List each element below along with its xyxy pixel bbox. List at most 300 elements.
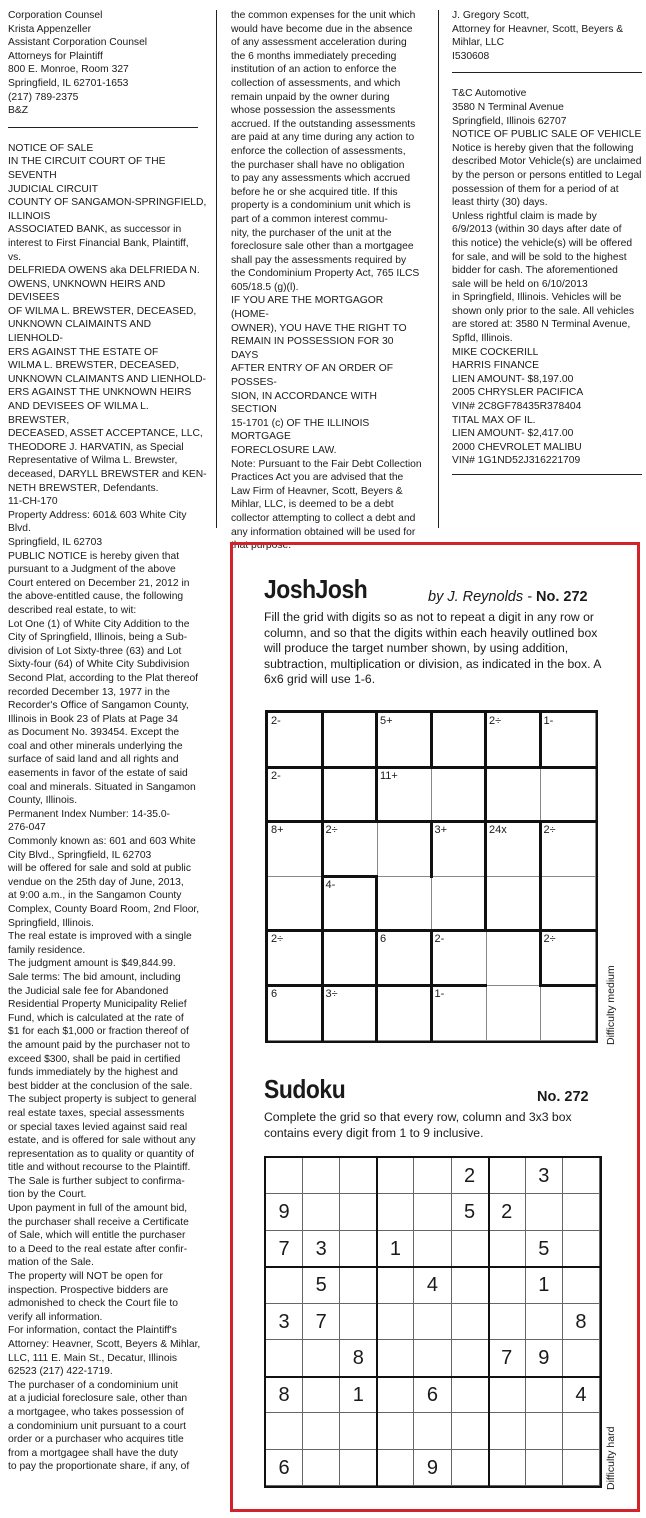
text-line: property is a condominium unit which is [231, 200, 411, 212]
sudoku-cell[interactable] [526, 1377, 563, 1413]
text-line: NOTICE OF PUBLIC SALE OF VEHICLE [452, 129, 642, 141]
text-line: ERS AGAINST THE ESTATE OF [8, 346, 159, 358]
joshjosh-cell[interactable]: 2- [268, 768, 323, 823]
column-divider [452, 72, 642, 73]
sudoku-cell[interactable]: 2 [452, 1158, 489, 1194]
text-line: foreclosure sale other than a mortgagee [231, 241, 414, 253]
joshjosh-cell[interactable] [486, 768, 541, 823]
text-line: City Blvd., Springfield, IL 62703 [8, 849, 152, 861]
column-divider [452, 474, 642, 475]
joshjosh-cell[interactable]: 3+ [432, 822, 487, 877]
sudoku-cell[interactable]: 2 [489, 1194, 526, 1230]
sudoku-title: Sudoku [264, 1074, 346, 1104]
text-line: any information obtained will be used for [231, 526, 416, 538]
joshjosh-cell[interactable] [486, 877, 541, 932]
text-line: would have become due in the absence [231, 23, 413, 35]
joshjosh-cell[interactable] [541, 986, 596, 1041]
text-line: SION, IN ACCORDANCE WITH SECTION [231, 390, 377, 416]
text-line: a condominium unit pursuant to a court [8, 1420, 187, 1432]
sudoku-cell[interactable] [563, 1340, 600, 1376]
text-line: shall pay the assessments required by [231, 254, 407, 266]
text-line: 15-1701 (c) OF THE ILLINOIS MORTGAGE [231, 417, 370, 443]
joshjosh-cell[interactable] [268, 877, 323, 932]
joshjosh-cell[interactable] [323, 713, 378, 768]
text-line: of Sale, which will entitle the purchaser [8, 1230, 186, 1242]
text-line: Springfield, Illinois 62707 [452, 115, 567, 127]
text-line: deceased, DARYLL BREWSTER and KEN- [8, 469, 207, 480]
text-line: by the person or persons entitled to Legal [452, 169, 642, 181]
sudoku-cell[interactable] [340, 1413, 377, 1449]
text-line: 2000 CHEVROLET MALIBU [452, 441, 582, 453]
sudoku-cell[interactable] [414, 1158, 451, 1194]
text-line: 800 E. Monroe, Room 327 [8, 64, 129, 76]
text-line: will be offered for sale and sold at public [8, 863, 191, 875]
text-line: LIEN AMOUNT- $2,417.00 [452, 428, 574, 440]
text-line: Sixty-four (64) of White City Subdivision [8, 659, 190, 671]
text-line: LIEN AMOUNT- $8,197.00 [452, 373, 574, 385]
text-line: this notice) the vehicle(s) will be offered [452, 237, 633, 249]
text-line: The purchaser of a condominium unit [8, 1379, 178, 1391]
text-line: interest to First Financial Bank, Plaintiff, [8, 237, 189, 249]
text-line: the purchaser shall have no obligation [231, 159, 405, 171]
text-line: Mihlar, LLC [452, 37, 505, 49]
joshjosh-cell[interactable]: 6 [268, 986, 323, 1041]
sudoku-grid [264, 1156, 602, 1488]
sudoku-cell[interactable] [563, 1413, 600, 1449]
joshjosh-cell[interactable]: 1- [432, 986, 487, 1041]
sudoku-cell[interactable] [452, 1267, 489, 1303]
text-line: the purchaser shall receive a Certificate [8, 1216, 189, 1228]
joshjosh-cell[interactable] [432, 713, 487, 768]
sudoku-cell[interactable] [414, 1231, 451, 1267]
sudoku-cell[interactable] [303, 1377, 340, 1413]
sudoku-cell[interactable]: 5 [526, 1231, 563, 1267]
text-line: accrued. If the outstanding assessments [231, 118, 416, 130]
cage-border [430, 930, 433, 1041]
sudoku-cell[interactable] [489, 1267, 526, 1303]
text-line: the above-entitled cause, the following [8, 591, 184, 603]
text-line: enforce the collection of assessments, [231, 145, 406, 157]
sudoku-cell[interactable] [489, 1450, 526, 1486]
text-line: VIN# 2C8GF78435R378404 [452, 401, 582, 413]
text-line: UNKNOWN CLAIMAINTS AND LIENHOLD- [8, 319, 152, 345]
sudoku-cell[interactable] [526, 1304, 563, 1340]
joshjosh-cell[interactable]: 2- [268, 713, 323, 768]
text-line: collector attempting to collect a debt and [231, 512, 416, 524]
joshjosh-cell[interactable]: 8+ [268, 822, 323, 877]
text-line: described Motor Vehicle(s) are unclaimed [452, 156, 642, 168]
text-line: whose possession the assessments [231, 105, 396, 117]
sudoku-cell[interactable] [489, 1304, 526, 1340]
cage-border [375, 876, 378, 933]
joshjosh-cell[interactable] [377, 986, 432, 1041]
sudoku-cell[interactable]: 7 [303, 1304, 340, 1340]
text-line: Practices Act you are advised that the [231, 472, 404, 484]
text-line: FORECLOSURE LAW. [231, 445, 337, 456]
text-line: part of a common interest commu- [231, 213, 388, 225]
text-line: The judgment amount is $49,844.99. [8, 958, 176, 970]
sudoku-cell[interactable] [414, 1340, 451, 1376]
sudoku-cell[interactable] [303, 1158, 340, 1194]
sudoku-cell[interactable] [266, 1267, 303, 1303]
notice-continuation [231, 9, 423, 553]
text-line: coal and other minerals underlying the [8, 740, 183, 752]
text-line: Permanent Index Number: 14-35.0- [8, 808, 170, 820]
text-line: UNKNOWN CLAIMANTS AND LIENHOLD- [8, 373, 206, 385]
text-line: to pay the proportionate share, if any, of [8, 1461, 190, 1473]
sudoku-cell[interactable] [303, 1340, 340, 1376]
joshjosh-cell[interactable] [377, 822, 432, 877]
joshjosh-cell[interactable]: 2÷ [268, 931, 323, 986]
text-line: IF YOU ARE THE MORTGAGOR (HOME- [231, 295, 384, 321]
text-line: nity, the purchaser of the unit at the [231, 227, 392, 239]
text-line: For information, contact the Plaintiff's [8, 1325, 177, 1337]
sudoku-cell[interactable] [303, 1450, 340, 1486]
sudoku-cell[interactable] [452, 1450, 489, 1486]
sudoku-cell[interactable]: 8 [340, 1340, 377, 1376]
text-line: Note: Pursuant to the Fair Debt Collection [231, 458, 422, 470]
sudoku-cell[interactable]: 9 [526, 1340, 563, 1376]
sudoku-cell[interactable]: 6 [414, 1377, 451, 1413]
sudoku-cell[interactable]: 5 [303, 1267, 340, 1303]
text-line: PUBLIC NOTICE is hereby given that [8, 550, 180, 562]
text-line: OWENS, UNKNOWN HEIRS AND DEVISEES [8, 278, 166, 304]
text-line: I530608 [452, 50, 490, 62]
joshjosh-difficulty: Difficulty medium [605, 965, 617, 1045]
cage-border [539, 821, 542, 932]
text-line: Springfield, Illinois. [8, 917, 94, 929]
text-line: easements in favor of the estate of said [8, 768, 188, 780]
sudoku-cell[interactable] [377, 1194, 414, 1230]
sudoku-cell[interactable] [377, 1413, 414, 1449]
joshjosh-cell[interactable]: 24x [486, 822, 541, 877]
text-line: The Sale is further subject to confirma- [8, 1175, 185, 1187]
text-line: (217) 789-2375 [8, 91, 79, 103]
sudoku-cell[interactable]: 9 [266, 1194, 303, 1230]
text-line: Second Plat, according to the Plat thereof [8, 672, 199, 684]
joshjosh-cell[interactable]: 2÷ [541, 822, 596, 877]
sudoku-cell[interactable] [377, 1304, 414, 1340]
sudoku-cell[interactable] [526, 1194, 563, 1230]
sudoku-cell[interactable] [563, 1267, 600, 1303]
cage-border [430, 712, 433, 769]
joshjosh-cell[interactable] [541, 877, 596, 932]
sudoku-cell[interactable] [340, 1158, 377, 1194]
text-line: Assistant Corporation Counsel [8, 37, 148, 49]
joshjosh-cell[interactable]: 11+ [377, 768, 432, 823]
sudoku-cell[interactable] [266, 1158, 303, 1194]
text-line: from a mortgagee shall have the duty [8, 1447, 178, 1459]
text-line: Commonly known as: 601 and 603 White [8, 836, 196, 848]
sudoku-cell[interactable] [414, 1304, 451, 1340]
text-line: Illinois in Book 23 of Plats at Page 34 [8, 713, 179, 725]
sudoku-cell[interactable] [563, 1231, 600, 1267]
cage-border [539, 930, 542, 987]
sudoku-cell[interactable] [266, 1413, 303, 1449]
sudoku-instructions: Complete the grid so that every row, column and 3x3 box contains every digit from 1 to 9 inclusive. [264, 1110, 572, 1140]
text-line: The real estate is improved with a single [8, 931, 192, 943]
text-line: 11-CH-170 [8, 496, 58, 508]
sudoku-cell[interactable] [526, 1413, 563, 1449]
cage-border [430, 821, 433, 878]
text-line: that purpose. [231, 540, 292, 552]
attorney-block [8, 9, 208, 118]
text-line: Unless rightful claim is made by [452, 210, 597, 222]
text-line: funds immediately by the highest and [8, 1067, 178, 1079]
text-line: Notice is hereby given that the following [452, 142, 634, 154]
text-line: DELFRIEDA OWENS aka DELFRIEDA N. [8, 265, 200, 277]
text-line: 276-047 [8, 822, 46, 834]
text-line: sale will be held on 6/10/2013 [452, 278, 588, 290]
joshjosh-instructions: Fill the grid with digits so as not to repeat a digit in any row or column, and so that the digits within each heavily outlined box will produce the target number shown, by using addition, subtraction, multiplication or division, as indicated in the box. A 6x6 grid will use 1-6. [264, 610, 601, 687]
joshjosh-cell[interactable]: 6 [377, 931, 432, 986]
text-line: AND DEVISEES OF WILMA L. BREWSTER, [8, 401, 149, 426]
text-line: the Condominium Property Act, 765 ILCS [231, 268, 420, 280]
sudoku-cell[interactable] [340, 1450, 377, 1486]
sudoku-cell[interactable] [452, 1340, 489, 1376]
text-line: COUNTY OF SANGAMON-SPRINGFIELD, [8, 197, 207, 209]
text-line: REMAIN IN POSSESSION FOR 30 DAYS [231, 336, 394, 361]
text-line: division of Lot Sixty-three (63) and Lot [8, 645, 182, 657]
sudoku-cell[interactable] [340, 1231, 377, 1267]
cage-border [321, 930, 324, 1041]
joshjosh-cell[interactable] [432, 877, 487, 932]
text-line: pursuant to a Judgment of the above [8, 564, 176, 576]
text-line: before he or she acquired title. If this [231, 186, 398, 198]
sudoku-cell[interactable] [563, 1158, 600, 1194]
joshjosh-cell[interactable] [541, 768, 596, 823]
text-line: the amount paid by the purchaser not to [8, 1039, 191, 1051]
text-line: coal and minerals. Situated in Sangamon [8, 781, 196, 793]
joshjosh-author: by J. Reynolds - [428, 589, 532, 605]
text-line: The subject property is subject to general [8, 1094, 197, 1106]
joshjosh-cell[interactable]: 2÷ [486, 713, 541, 768]
column-rule [216, 10, 217, 528]
text-line: Blvd. [8, 523, 31, 535]
cage-border [321, 712, 324, 823]
sudoku-cell[interactable]: 4 [563, 1377, 600, 1413]
sudoku-cell[interactable]: 8 [563, 1304, 600, 1340]
sudoku-cell[interactable] [377, 1267, 414, 1303]
joshjosh-cell[interactable] [432, 768, 487, 823]
sudoku-cell[interactable]: 6 [266, 1450, 303, 1486]
text-line: IN THE CIRCUIT COURT OF THE SEVENTH [8, 156, 166, 181]
sudoku-cell[interactable]: 5 [452, 1194, 489, 1230]
text-line: mation of the Sale. [8, 1257, 94, 1269]
text-line: Attorney: Heavner, Scott, Beyers & Mihlar, [8, 1339, 201, 1350]
joshjosh-cell[interactable] [486, 931, 541, 986]
text-line: LLC, 111 E. Main St., Decatur, Illinois [8, 1352, 178, 1364]
joshjosh-cell[interactable] [486, 986, 541, 1041]
attorney-signature [452, 9, 642, 63]
joshjosh-cell[interactable] [323, 768, 378, 823]
cage-border [484, 767, 487, 824]
text-line: described real estate, to wit: [8, 604, 137, 616]
sudoku-cell[interactable] [452, 1304, 489, 1340]
sudoku-cell[interactable]: 3 [303, 1231, 340, 1267]
sudoku-cell[interactable] [452, 1413, 489, 1449]
joshjosh-number: No. 272 [536, 589, 588, 605]
cage-border [375, 767, 378, 824]
text-line: MIKE COCKERILL [452, 346, 539, 358]
text-line: NETH BREWSTER, Defendants. [8, 482, 159, 494]
text-line: Corporation Counsel [8, 10, 103, 21]
column-divider [8, 127, 198, 128]
text-line: Lot One (1) of White City Addition to the [8, 618, 190, 630]
text-line: 62523 (217) 422-1719. [8, 1366, 113, 1378]
text-line: $1 for each $1,000 or fraction thereof of [8, 1026, 189, 1038]
sudoku-cell[interactable] [303, 1194, 340, 1230]
text-line: shown only prior to the sale. All vehicles [452, 305, 635, 317]
text-line: of any assessment acceleration during [231, 37, 407, 49]
text-line: Springfield, IL 62703 [8, 536, 103, 548]
sudoku-byline [537, 1089, 589, 1105]
notice-of-sale [8, 142, 208, 1474]
sudoku-cell[interactable]: 3 [526, 1158, 563, 1194]
sudoku-cell[interactable]: 1 [377, 1231, 414, 1267]
joshjosh-cell[interactable]: 1- [541, 713, 596, 768]
text-line: 6/9/2013 (within 30 days after date of [452, 224, 622, 236]
cage-border [322, 875, 379, 878]
cage-border [484, 712, 487, 769]
text-line: at 9:00 a.m., in the Sangamon County [8, 890, 182, 902]
text-line: 605/18.5 (g)(l). [231, 281, 299, 293]
sudoku-cell[interactable]: 8 [266, 1377, 303, 1413]
sudoku-cell[interactable] [340, 1304, 377, 1340]
joshjosh-cell[interactable] [377, 877, 432, 932]
text-line: WILMA L. BREWSTER, DECEASED, [8, 360, 180, 372]
box-divider [266, 1376, 600, 1378]
text-line: OWNER), YOU HAVE THE RIGHT TO [231, 322, 407, 334]
sudoku-cell[interactable] [377, 1377, 414, 1413]
box-divider [488, 1158, 490, 1486]
text-line: Attorneys for Plaintiff [8, 50, 103, 62]
joshjosh-cell[interactable]: 2÷ [541, 931, 596, 986]
text-line: verify all information. [8, 1311, 103, 1323]
text-line: the 6 months immediately preceding [231, 50, 397, 62]
text-line: are paid at any time during any action to [231, 132, 415, 144]
text-line: J. Gregory Scott, [452, 10, 530, 21]
sudoku-cell[interactable] [563, 1194, 600, 1230]
text-line: vendue on the 25th day of June, 2013, [8, 876, 184, 888]
text-line: to pay any assessments which accrued [231, 173, 411, 185]
sudoku-cell[interactable] [563, 1450, 600, 1486]
sudoku-cell[interactable]: 7 [489, 1340, 526, 1376]
joshjosh-cell[interactable]: 3÷ [323, 986, 378, 1041]
sudoku-cell[interactable]: 3 [266, 1304, 303, 1340]
text-line: Residential Property Municipality Relief [8, 999, 187, 1011]
sudoku-cell[interactable]: 1 [526, 1267, 563, 1303]
text-line: TITAL MAX OF IL. [452, 414, 536, 426]
text-line: a mortgagee, who takes possession of [8, 1406, 184, 1418]
joshjosh-title: JoshJosh [264, 574, 368, 604]
text-line: estate, and is offered for sale without any [8, 1135, 196, 1147]
text-line: ILLINOIS [8, 210, 51, 222]
text-line: Representative of Wilma L. Brewster, [8, 455, 178, 467]
sudoku-cell[interactable] [452, 1231, 489, 1267]
sudoku-cell[interactable] [489, 1377, 526, 1413]
text-line: Court entered on December 21, 2012 in [8, 577, 190, 589]
sudoku-number: No. 272 [537, 1089, 589, 1105]
sudoku-cell[interactable] [452, 1377, 489, 1413]
text-line: remain unpaid by the owner during [231, 91, 390, 103]
sudoku-cell[interactable] [526, 1450, 563, 1486]
sudoku-cell[interactable] [489, 1158, 526, 1194]
text-line: collection of assessments, and which [231, 77, 401, 89]
sudoku-cell[interactable] [414, 1413, 451, 1449]
text-line: Mihlar, LLC, is deemed to be a debt [231, 499, 394, 511]
text-line: Krista Appenzeller [8, 23, 91, 35]
cage-border [375, 930, 378, 1041]
legal-column-2 [231, 9, 423, 553]
joshjosh-cell[interactable] [323, 931, 378, 986]
text-line: real estate taxes, special assessments [8, 1107, 185, 1119]
text-line: AFTER ENTRY OF AN ORDER OF POSSES- [231, 363, 394, 389]
sudoku-cell[interactable] [489, 1413, 526, 1449]
joshjosh-cell[interactable]: 2÷ [323, 822, 378, 877]
sudoku-cell[interactable]: 9 [414, 1450, 451, 1486]
joshjosh-cell[interactable]: 5+ [377, 713, 432, 768]
vehicle-sale-notice [452, 87, 642, 468]
text-line: recorded December 13, 1977 in the [8, 686, 170, 698]
sudoku-cell[interactable] [377, 1340, 414, 1376]
sudoku-cell[interactable] [489, 1231, 526, 1267]
text-line: least thirty (30) days. [452, 197, 548, 209]
text-line: inspection. Prospective bidders are [8, 1284, 169, 1296]
box-divider [266, 1266, 600, 1268]
text-line: Attorney for Heavner, Scott, Beyers & [452, 23, 624, 35]
joshjosh-cell[interactable]: 2- [432, 931, 487, 986]
text-line: T&C Automotive [452, 88, 527, 100]
sudoku-cell[interactable] [340, 1194, 377, 1230]
legal-column-1 [8, 9, 208, 1474]
cage-border [484, 821, 487, 932]
sudoku-cell[interactable]: 1 [340, 1377, 377, 1413]
text-line: order or a purchaser who acquires title [8, 1434, 184, 1446]
sudoku-cell[interactable] [377, 1158, 414, 1194]
joshjosh-cell[interactable]: 4- [323, 877, 378, 932]
text-line: County, Illinois. [8, 795, 78, 807]
sudoku-cell[interactable]: 4 [414, 1267, 451, 1303]
cage-border [321, 821, 324, 932]
sudoku-cell[interactable]: 7 [266, 1231, 303, 1267]
sudoku-cell[interactable] [266, 1340, 303, 1376]
text-line: Springfield, IL 62701-1653 [8, 77, 129, 89]
text-line: in Springfield, Illinois. Vehicles will be [452, 292, 622, 304]
sudoku-cell[interactable] [303, 1413, 340, 1449]
cage-border [375, 712, 378, 769]
text-line: Fund, which is calculated at the rate of [8, 1012, 184, 1024]
text-line: Law Firm of Heavner, Scott, Beyers & [231, 485, 403, 497]
text-line: the Judicial sale fee for Abandoned [8, 985, 169, 997]
text-line: HARRIS FINANCE [452, 360, 539, 372]
cage-border [431, 929, 597, 932]
text-line: 2005 CHRYSLER PACIFICA [452, 387, 584, 399]
cage-border [539, 712, 542, 769]
text-line: admonished to check the Court file to [8, 1298, 178, 1310]
text-line: THEODORE J. HARVATIN, as Special [8, 441, 184, 453]
text-line: tion by the Court. [8, 1189, 87, 1201]
text-line: The property will NOT be open for [8, 1271, 163, 1283]
box-divider [376, 1158, 378, 1486]
sudoku-cell[interactable] [414, 1194, 451, 1230]
sudoku-cell[interactable] [340, 1267, 377, 1303]
sudoku-cell[interactable] [377, 1450, 414, 1486]
text-line: possession of them for a period of at [452, 183, 619, 195]
text-line: institution of an action to enforce the [231, 64, 397, 76]
text-line: B&Z [8, 105, 29, 117]
column-rule [438, 10, 439, 528]
